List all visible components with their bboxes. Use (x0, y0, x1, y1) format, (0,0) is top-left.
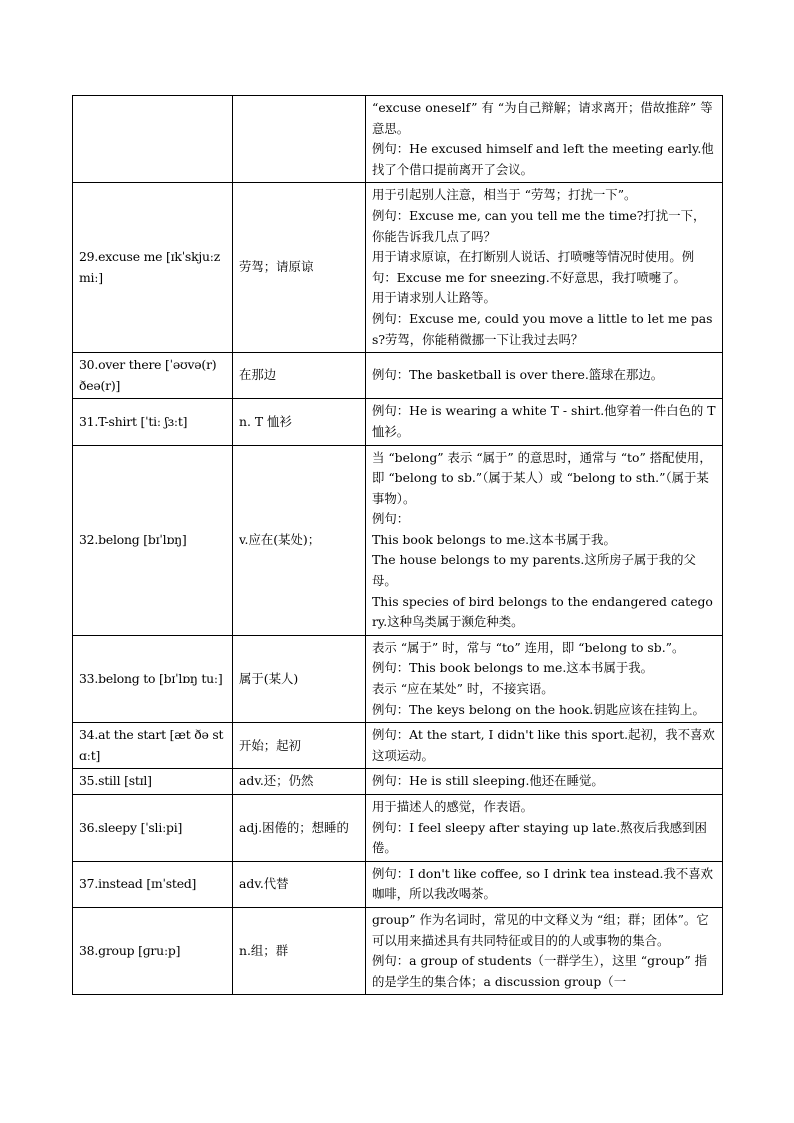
word-cell: 33.belong to [bɪˈlɒŋ tuː] (73, 635, 233, 722)
usage-line: 例句：At the start, I didn't like this sport.起初，我不喜欢这项运动。 (372, 727, 715, 763)
usage-cell (366, 769, 723, 795)
usage-line: This species of bird belongs to the endangered category.这种鸟类属于濒危种类。 (372, 593, 713, 630)
word-cell: 34.at the start [æt ðə stɑːt] (73, 723, 233, 769)
usage-line: 例句：The keys belong on the hook.钥匙应该在挂钩上。 (372, 701, 705, 717)
table-row (73, 183, 723, 353)
meaning-cell: 劳驾；请原谅 (233, 183, 366, 353)
usage-line: This book belongs to me.这本书属于我。 (372, 531, 616, 547)
table-row (73, 769, 723, 795)
usage-line: “excuse oneself” 有 “为自己辩解；请求离开；借故推辞” 等意思。 (372, 100, 713, 136)
usage-line: 例句：I feel sleepy after staying up late.熬夜后我感到困倦。 (372, 819, 707, 856)
table-row (73, 723, 723, 769)
usage-line: 例句：This book belongs to me.这本书属于我。 (372, 660, 654, 676)
meaning-cell: 在那边 (233, 353, 366, 399)
meaning-cell: n. T 恤衫 (233, 399, 366, 445)
word-cell: 35.still [stɪl] (73, 769, 233, 795)
meaning-cell: adv.代替 (233, 861, 366, 907)
usage-line: 用于描述人的感觉，作表语。 (372, 799, 534, 814)
usage-line: 例句：Excuse me, could you move a little to let me pass?劳驾，你能稍微挪一下让我过去吗？ (372, 310, 713, 347)
usage-cell (366, 96, 723, 183)
meaning-cell: 开始；起初 (233, 723, 366, 769)
word-cell: 37.instead [ɪnˈsted] (73, 861, 233, 907)
word-cell: 32.belong [bɪˈlɒŋ] (73, 445, 233, 635)
word-cell: 30.over there [ˈəʊvə(r) ðeə(r)] (73, 353, 233, 399)
word-cell: 29.excuse me [ɪkˈskjuːz miː] (73, 183, 233, 353)
table-row (73, 635, 723, 722)
usage-line: 例句：a group of students（一群学生），这里 “group” 指的是学生的集合体；a discussion group（一 (372, 953, 708, 989)
usage-line: 表示 “属于” 时，常与 “to” 连用，即 “belong to sb.”。 (372, 639, 685, 655)
meaning-cell: adj.困倦的；想睡的 (233, 795, 366, 862)
usage-cell (366, 861, 723, 907)
usage-line: 例句：The basketball is over there.篮球在那边。 (372, 367, 664, 383)
table-row (73, 795, 723, 862)
meaning-cell: v.应在(某处)； (233, 445, 366, 635)
usage-cell (366, 183, 723, 353)
word-cell: 38.group [ɡruːp] (73, 907, 233, 994)
usage-cell (366, 445, 723, 635)
usage-line: 当 “belong” 表示 “属于” 的意思时，通常与 “to” 搭配使用，即 “belong to sb.”（属于某人）或 “belong to sth.”（属于某事物）。 (372, 449, 712, 506)
usage-line: 用于请求别人让路等。 (372, 290, 496, 306)
word-cell: 31.T-shirt [ˈtiː ʃɜːt] (73, 399, 233, 445)
usage-line: 例句： (372, 511, 410, 527)
usage-line: 表示 “应在某处” 时，不接宾语。 (372, 681, 554, 697)
usage-line: 例句：Excuse me, can you tell me the time?打扰一下，你能告诉我几点了吗？ (372, 207, 706, 244)
usage-line: The house belongs to my parents.这所房子属于我的父母。 (372, 552, 696, 589)
table-row (73, 353, 723, 399)
table-row (73, 445, 723, 635)
table-row (73, 96, 723, 183)
usage-cell (366, 399, 723, 445)
table-row (73, 399, 723, 445)
vocabulary-table (72, 95, 723, 995)
usage-cell (366, 353, 723, 399)
usage-cell (366, 795, 723, 862)
usage-line: group” 作为名词时，常见的中文释义为 “组；群；团体”。它可以用来描述具有共同特征或目的的人或事物的集合。 (372, 911, 709, 948)
table-row (73, 861, 723, 907)
vocabulary-table-body (73, 96, 723, 995)
usage-cell (366, 635, 723, 722)
table-row (73, 907, 723, 994)
usage-line: 例句：He excused himself and left the meeting early.他找了个借口提前离开了会议。 (372, 141, 714, 177)
usage-cell (366, 723, 723, 769)
meaning-cell: n.组；群 (233, 907, 366, 994)
usage-line: 例句：He is wearing a white T - shirt.他穿着一件白色的 T 恤衫。 (372, 403, 716, 439)
word-cell: 36.sleepy [ˈsliːpi] (73, 795, 233, 862)
usage-line: 用于请求原谅，在打断别人说话、打喷嚏等情况时使用。例句：Excuse me for sneezing.不好意思，我打喷嚏了。 (372, 249, 695, 285)
meaning-cell (233, 96, 366, 183)
word-cell (73, 96, 233, 183)
usage-cell (366, 907, 723, 994)
meaning-cell: adv.还；仍然 (233, 769, 366, 795)
meaning-cell: 属于(某人) (233, 635, 366, 722)
usage-line: 例句：I don't like coffee, so I drink tea instead.我不喜欢咖啡，所以我改喝茶。 (372, 865, 714, 902)
usage-line: 例句：He is still sleeping.他还在睡觉。 (372, 773, 604, 789)
usage-line: 用于引起别人注意，相当于 “劳驾；打扰一下”。 (372, 187, 637, 203)
